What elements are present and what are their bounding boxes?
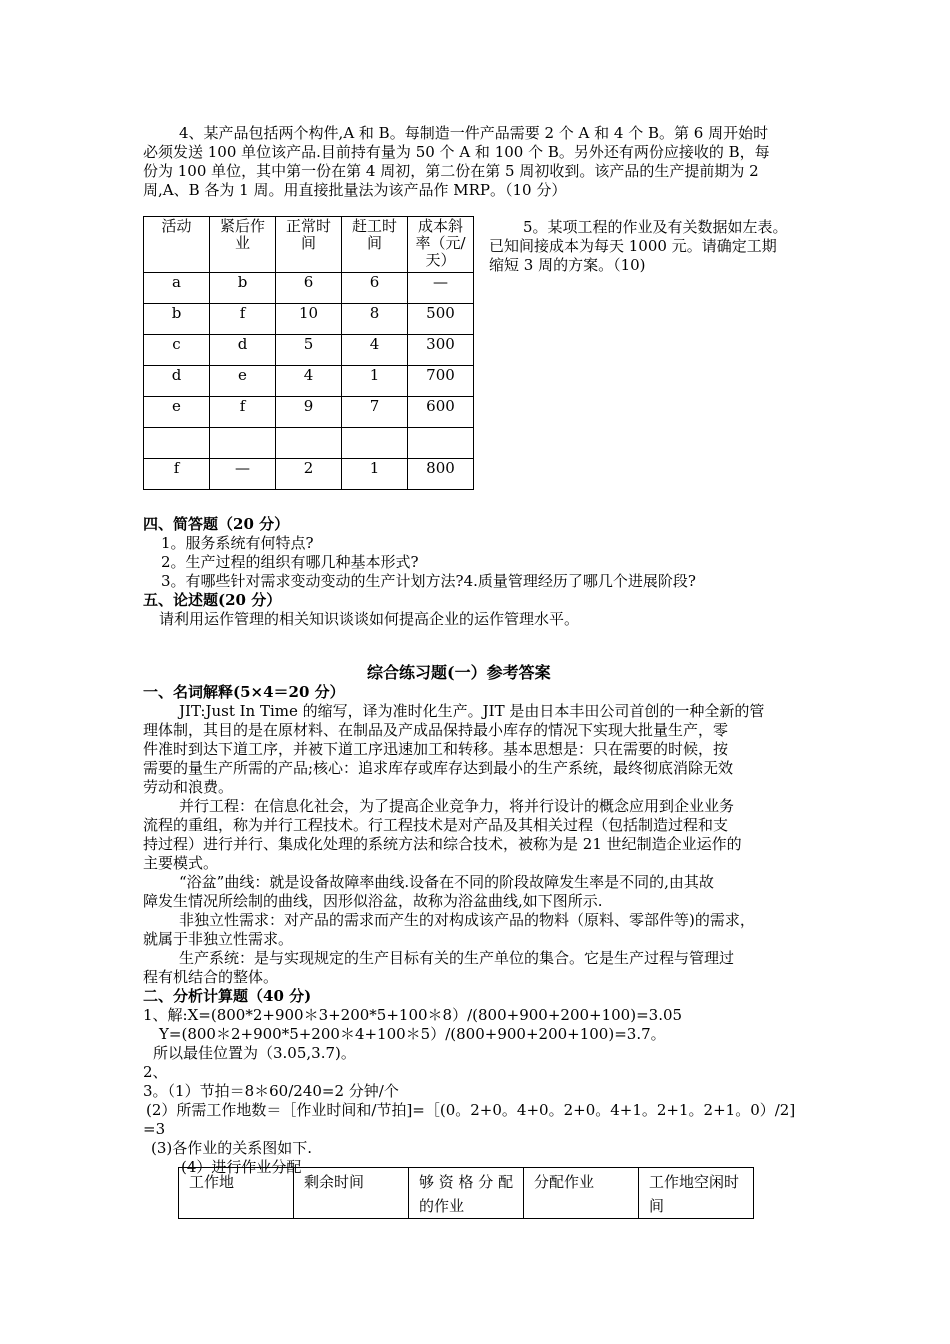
activity-table-header [144, 217, 474, 273]
header-text: 业 [234, 234, 250, 252]
header-successor [210, 217, 276, 273]
header-text: 紧后作 [219, 217, 265, 235]
table-cell: 2 [276, 459, 342, 490]
table-cell: 6 [342, 273, 408, 304]
header-eligible-tasks [409, 1168, 524, 1219]
table-cell: 600 [408, 397, 474, 428]
table-cell: 8 [342, 304, 408, 335]
answer2: 2、 [143, 1063, 168, 1081]
table-cell: 700 [408, 366, 474, 397]
section4-q1: 1。服务系统有何特点? [161, 534, 314, 552]
header-remaining-time [294, 1168, 409, 1219]
prodsys-line1: 生产系统：是与实现规定的生产目标有关的生产单位的集合。它是生产过程与管理过 [179, 949, 735, 967]
table-row [144, 335, 474, 366]
table-cell [210, 428, 276, 459]
table-cell: 800 [408, 459, 474, 490]
ce-line3: 持过程）进行并行、集成化处理的系统方法和综合技术，被称为是 21 世纪制造企业运作的 [143, 835, 742, 853]
jit-line5: 劳动和浪费。 [143, 778, 234, 796]
section4-q2: 2。生产过程的组织有哪几种基本形式? [161, 553, 419, 571]
assignment-table [178, 1167, 754, 1219]
q5-line1: 5。某项工程的作业及有关数据如左表。 [523, 218, 788, 236]
jit-line2: 理体制，其目的是在原材料、在制品及产成品保持最小库存的情况下实现大批量生产，零 [143, 721, 729, 739]
section4-q3: 3。有哪些针对需求变动变动的生产计划方法?4.质量管理经历了哪几个进展阶段? [161, 572, 696, 590]
answer3-line2: (2）所需工作地数＝［作业时间和/节拍]=［(0。2+0。4+0。2+0。4+1。2+1。2+1。0）/2] [146, 1101, 796, 1119]
table-cell: c [144, 335, 210, 366]
table-cell: 5 [276, 335, 342, 366]
table-row [144, 304, 474, 335]
header-text: 间 [300, 234, 316, 252]
header-cost-slope [408, 217, 474, 273]
answers-title: 综合练习题(一）参考答案 [367, 663, 551, 682]
part1-title: 一、名词解释(5×4＝20 分） [143, 683, 345, 701]
table-cell: f [144, 459, 210, 490]
jit-line4: 需要的量生产所需的产品;核心：追求库存或库存达到最小的生产系统，最终彻底消除无效 [143, 759, 734, 777]
q4-line1: 4、某产品包括两个构件,A 和 B。每制造一件产品需要 2 个 A 和 4 个 B。第 6 周开始时 [179, 124, 769, 142]
answer1-best: 所以最佳位置为（3.05,3.7)。 [153, 1044, 356, 1062]
ce-line4: 主要模式。 [143, 854, 219, 872]
ce-line1: 并行工程：在信息化社会，为了提高企业竞争力，将并行设计的概念应用到企业业务 [179, 797, 735, 815]
table-cell: 7 [342, 397, 408, 428]
header-activity [144, 217, 210, 273]
bathtub-line1: “浴盆”曲线：就是设备故障率曲线.设备在不同的阶段故障发生率是不同的,由其故 [179, 873, 714, 891]
table-row-empty [144, 428, 474, 459]
activity-table [143, 216, 474, 490]
table-cell: 1 [342, 366, 408, 397]
header-normal-time [276, 217, 342, 273]
header-text: 剩余时间 [304, 1173, 365, 1191]
jit-line3: 件准时到达下道工序，并被下道工序迅速加工和转移。基本思想是：只在需要的时候，按 [143, 740, 729, 758]
header-text: 间 [366, 234, 382, 252]
header-text: 率（元/ [415, 234, 466, 252]
header-text: 的作业 [419, 1197, 465, 1215]
answer1-x: 1、解:X=(800*2+900＊3+200*5+100＊8）/(800+900+200+100)=3.05 [143, 1006, 683, 1024]
table-cell: d [144, 366, 210, 397]
table-cell: 10 [276, 304, 342, 335]
part2-title: 二、分析计算题（40 分) [143, 987, 312, 1005]
header-text: 正常时 [285, 217, 331, 235]
prodsys-line2: 程有机结合的整体。 [143, 968, 279, 986]
ce-line2: 流程的重组，称为并行工程技术。行工程技术是对产品及其相关过程（包括制造过程和支 [143, 816, 729, 834]
table-cell: 6 [276, 273, 342, 304]
table-cell: a [144, 273, 210, 304]
table-cell: — [210, 459, 276, 490]
header-crash-time [342, 217, 408, 273]
header-text: 够 资 格 分 配 [419, 1173, 514, 1191]
table-cell: 9 [276, 397, 342, 428]
section5-q1: 请利用运作管理的相关知识谈谈如何提高企业的运作管理水平。 [159, 610, 580, 628]
header-text: 成本斜 [417, 217, 463, 235]
table-cell: b [210, 273, 276, 304]
q5-line2: 已知间接成本为每天 1000 元。请确定工期 [489, 237, 777, 255]
jit-line1: JIT:Just In Time 的缩写，译为准时化生产。JIT 是由日本丰田公司首创的一种全新的管 [179, 702, 765, 720]
table-cell: b [144, 304, 210, 335]
header-text: 天） [425, 251, 456, 269]
table-cell [408, 428, 474, 459]
table-cell: e [144, 397, 210, 428]
q4-line3: 份为 100 单位，其中第一份在第 4 周初，第二份在第 5 周初收到。该产品的生产提前期为 2 [143, 162, 759, 180]
header-workstation [179, 1168, 294, 1219]
bathtub-line2: 障发生情况所绘制的曲线，因形似浴盆，故称为浴盆曲线,如下图所示. [143, 892, 603, 910]
header-text: 赶工时 [351, 217, 397, 235]
table-cell [144, 428, 210, 459]
q4-line2: 必须发送 100 单位该产品.目前持有量为 50 个 A 和 100 个 B。另外还有两份应接收的 B，每 [143, 143, 770, 161]
table-cell: f [210, 304, 276, 335]
header-text: 分配作业 [534, 1173, 595, 1191]
answer3-line3: =3 [143, 1120, 166, 1138]
table-cell [342, 428, 408, 459]
dependent-line1: 非独立性需求：对产品的需求而产生的对构成该产品的物料（原料、零部件等)的需求， [179, 911, 755, 929]
dependent-line2: 就属于非独立性需求。 [143, 930, 294, 948]
table-row [144, 366, 474, 397]
table-cell: 500 [408, 304, 474, 335]
answer3-line1: 3。（1）节拍＝8＊60/240=2 分钟/个 [143, 1082, 399, 1100]
table-cell: 4 [342, 335, 408, 366]
header-text: 间 [649, 1197, 665, 1215]
answer3-line5: (4）进行作业分配 [181, 1158, 302, 1176]
answer1-y: Y=(800＊2+900*5+200＊4+100＊5）/(800+900+200+100)=3.7。 [159, 1025, 666, 1043]
header-text: 工作地 [189, 1173, 235, 1191]
q4-line4: 周,A、B 各为 1 周。用直接批量法为该产品作 MRP。（10 分） [143, 181, 567, 199]
q5-line3: 缩短 3 周的方案。（10) [489, 256, 646, 274]
table-cell: d [210, 335, 276, 366]
header-text: 工作地空闲时 [649, 1173, 740, 1191]
answer3-line4: (3)各作业的关系图如下. [151, 1139, 313, 1157]
table-cell: — [408, 273, 474, 304]
section5-title: 五、论述题(20 分） [143, 591, 282, 609]
table-cell: f [210, 397, 276, 428]
table-cell: 1 [342, 459, 408, 490]
table-cell: 300 [408, 335, 474, 366]
header-idle-time [639, 1168, 754, 1219]
table-cell [276, 428, 342, 459]
header-text: 活动 [161, 217, 192, 235]
table-row [144, 397, 474, 428]
section4-title: 四、简答题（20 分） [143, 515, 290, 533]
assignment-table-header [179, 1168, 754, 1219]
table-row [144, 459, 474, 490]
table-cell: e [210, 366, 276, 397]
header-assigned-tasks [524, 1168, 639, 1219]
table-cell: 4 [276, 366, 342, 397]
table-row [144, 273, 474, 304]
